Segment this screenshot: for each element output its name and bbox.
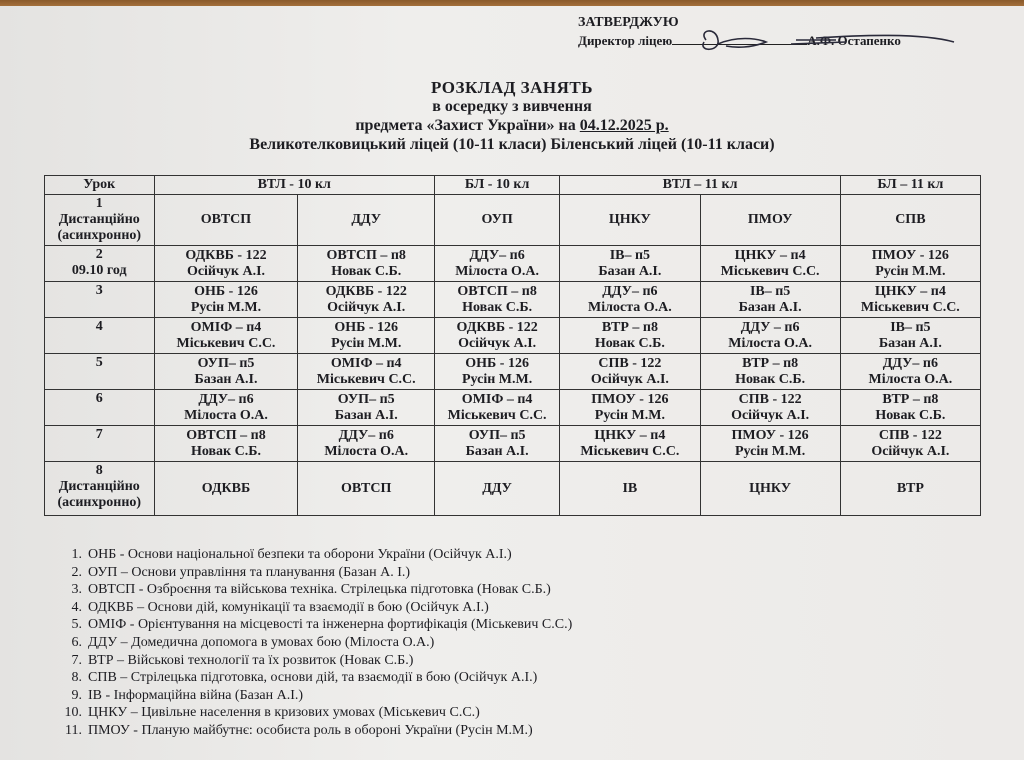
teacher-name: Осійчук А.І.: [186, 263, 266, 279]
schedule-cell: [434, 318, 559, 354]
subject-room: ВТР – п8: [742, 355, 799, 371]
schedule-cell: [298, 282, 435, 318]
teacher-name: Міськевич С.С.: [316, 371, 416, 387]
teacher-name: Базан А.І.: [598, 263, 662, 279]
schedule-cell: [298, 426, 435, 462]
legend-text: ПМОУ - Планую майбутнє: особиста роль в обороні України (Русін М.М.): [88, 722, 533, 738]
schedule-cell: [154, 282, 298, 318]
schedule-cell: [298, 390, 435, 426]
subject-room: ЦНКУ: [749, 480, 792, 496]
legend-item: [56, 634, 572, 652]
subject-room: ЦНКУ – п4: [734, 247, 806, 263]
subject-room: ІВ– п5: [609, 247, 651, 263]
teacher-name: Осійчук А.І.: [590, 371, 669, 387]
schedule-cell: [560, 246, 700, 282]
legend-number: 11.: [65, 722, 82, 738]
subject-room: ЦНКУ – п4: [874, 283, 946, 299]
header-vtl-11: ВТЛ – 11 кл: [560, 176, 840, 195]
subject-room: ОНБ - 126: [465, 355, 529, 371]
subject-room: ВТР – п8: [882, 391, 939, 407]
schedule-cell: [700, 318, 840, 354]
legend-item: [56, 546, 572, 564]
approval-block: [578, 14, 901, 50]
subject-room: ІВ: [622, 480, 638, 496]
subject-room: ІВ– п5: [890, 319, 931, 335]
subject-room: ДДУ– п6: [338, 427, 394, 443]
subject-room: ІВ– п5: [749, 283, 791, 299]
legend-number: 3.: [71, 582, 82, 598]
schedule-cell: [700, 390, 840, 426]
legend-number: 4.: [71, 599, 82, 615]
lesson-label: 3: [95, 283, 103, 298]
subject-room: ЦНКУ – п4: [594, 427, 666, 443]
schedule-cell: [298, 354, 435, 390]
subject-room: ОУП– п5: [197, 355, 255, 371]
subject-room: ДДУ– п6: [882, 355, 938, 371]
subject-room: СПВ: [895, 212, 926, 227]
teacher-name: Мілоста О.А.: [455, 263, 539, 279]
subject-room: ОВТСП: [200, 212, 252, 227]
teacher-name: Базан А.І.: [465, 443, 529, 459]
subject-room: ОМІФ – п4: [330, 355, 402, 371]
teacher-name: Міськевич С.С.: [447, 407, 547, 423]
schedule-cell: [560, 426, 700, 462]
lesson-label: 2: [95, 247, 103, 262]
schedule-cell: [840, 282, 980, 318]
lesson-cell: [45, 354, 155, 390]
table-row: [45, 354, 981, 390]
lesson-cell: [45, 426, 155, 462]
teacher-name: Новак С.Б.: [875, 407, 946, 423]
schedule-cell: [700, 282, 840, 318]
schedule-cell: [154, 462, 298, 516]
teacher-name: Базан А.І.: [878, 335, 942, 351]
subject-room: ВТР: [896, 480, 924, 496]
schedule-cell: [560, 195, 700, 246]
subject-room: ДДУ: [482, 480, 512, 496]
subject-room: ОУП– п5: [337, 391, 395, 407]
schedule-cell: [560, 318, 700, 354]
schedule-cell: [700, 246, 840, 282]
lesson-label: Дистанційно: [58, 212, 140, 227]
legend-text: ОДКВБ – Основи дій, комунікації та взаємодії в бою (Осійчук А.І.): [88, 599, 489, 615]
legend-number: 8.: [71, 670, 82, 686]
table-row: [45, 195, 981, 246]
subject-room: ПМОУ: [747, 212, 793, 227]
subject-room: ОДКВБ: [201, 480, 251, 496]
legend-text: ЦНКУ – Цивільне населення в кризових умовах (Міськевич С.С.): [88, 705, 480, 721]
title-main: РОЗКЛАД ЗАНЯТЬ: [430, 78, 594, 97]
subject-room: ОДКВБ - 122: [325, 283, 407, 299]
lesson-label: Дистанційно: [58, 479, 140, 494]
teacher-name: Мілоста О.А.: [728, 335, 812, 351]
teacher-name: Базан А.І.: [334, 407, 398, 423]
schedule-cell: [154, 246, 298, 282]
director-name: А.Ф. Остапенко: [807, 33, 901, 48]
schedule-cell: [434, 462, 559, 516]
approval-signature-line: [578, 32, 901, 50]
lesson-label: 4: [95, 319, 103, 334]
schedule-cell: [434, 282, 559, 318]
subject-room: ОДКВБ - 122: [456, 319, 538, 335]
subject-room: ОМІФ – п4: [461, 391, 533, 407]
legend-number: 2.: [71, 564, 82, 580]
schedule-cell: [154, 195, 298, 246]
subject-room: ДДУ– п6: [469, 247, 525, 263]
schedule-cell: [154, 318, 298, 354]
table-row: [45, 246, 981, 282]
legend-text: ІВ - Інформаційна війна (Базан А.І.): [88, 687, 304, 703]
subject-room: ОВТСП – п8: [186, 427, 266, 443]
schedule-cell: [560, 390, 700, 426]
subject-room: ОУП– п5: [468, 427, 526, 443]
director-position: Директор ліцею: [578, 33, 673, 48]
legend-item: [56, 704, 572, 722]
lesson-cell: [45, 318, 155, 354]
subject-room: ОНБ - 126: [334, 319, 399, 335]
document-title: [0, 78, 1024, 154]
lesson-cell: [45, 246, 155, 282]
subject-room: ЦНКУ: [608, 212, 651, 227]
schedule-cell: [700, 195, 840, 246]
lesson-cell: [45, 390, 155, 426]
subject-room: ОМІФ – п4: [190, 319, 262, 335]
teacher-name: Новак С.Б.: [594, 335, 665, 351]
legend-item: [56, 669, 572, 687]
schedule-cell: [840, 390, 980, 426]
schedule-cell: [700, 354, 840, 390]
teacher-name: Мілоста О.А.: [868, 371, 953, 387]
legend-item: [56, 652, 572, 670]
subject-room: ДДУ – п6: [740, 319, 800, 335]
subject-room: ОНБ - 126: [194, 283, 258, 299]
legend-item: [56, 564, 572, 582]
lesson-cell: [45, 462, 155, 516]
schedule-cell: [840, 195, 980, 246]
subject-room: ПМОУ - 126: [591, 391, 669, 407]
teacher-name: Мілоста О.А.: [324, 443, 409, 459]
legend-number: 1.: [71, 547, 82, 562]
subject-room: ОВТСП: [341, 480, 392, 496]
title-subject: [0, 116, 1024, 135]
teacher-name: Осійчук А.І.: [327, 299, 406, 315]
lesson-label: (асинхронно): [57, 228, 142, 243]
legend-text: ДДУ – Домедична допомога в умовах бою (Мілоста О.А.): [88, 634, 435, 650]
legend-text: ОНБ - Основи національної безпеки та оборони України (Осійчук А.І.): [88, 547, 512, 562]
lesson-label: 1: [95, 196, 103, 211]
lesson-label: 5: [95, 355, 103, 370]
subject-room: ОВТСП – п8: [326, 247, 406, 263]
approval-heading: ЗАТВЕРДЖУЮ: [578, 15, 679, 30]
subject-room: ПМОУ - 126: [871, 247, 949, 263]
teacher-name: Міськевич С.С.: [176, 335, 276, 351]
schedule-cell: [298, 246, 435, 282]
schedule-cell: [700, 462, 840, 516]
table-row: [45, 426, 981, 462]
schedule-cell: [700, 426, 840, 462]
schedule-cell: [560, 282, 700, 318]
signature-image: [696, 26, 956, 56]
table-header-row: [45, 176, 981, 195]
header-bl-10: БЛ - 10 кл: [434, 176, 559, 195]
teacher-name: Новак С.Б.: [735, 371, 806, 387]
subject-room: ДДУ– п6: [602, 283, 658, 299]
schedule-cell: [298, 318, 435, 354]
lesson-label: 7: [95, 427, 103, 442]
subject-room: ВТР – п8: [601, 319, 658, 335]
table-row: [45, 390, 981, 426]
schedule-table: [44, 175, 981, 516]
teacher-name: Новак С.Б.: [462, 299, 533, 315]
teacher-name: Новак С.Б.: [331, 263, 402, 279]
teacher-name: Міськевич С.С.: [860, 299, 960, 315]
legend-number: 6.: [71, 634, 82, 650]
lesson-label: 09.10 год: [71, 263, 127, 278]
table-row: [45, 282, 981, 318]
teacher-name: Мілоста О.А.: [588, 299, 672, 315]
schedule-cell: [154, 354, 298, 390]
lesson-label: (асинхронно): [57, 495, 142, 510]
teacher-name: Міськевич С.С.: [720, 263, 820, 279]
subject-room: ДДУ– п6: [198, 391, 254, 407]
teacher-name: Русін М.М.: [735, 443, 806, 459]
legend-text: СПВ – Стрілецька підготовка, основи дій, та взаємодії в бою (Осійчук А.І.): [88, 670, 538, 686]
schedule-cell: [434, 390, 559, 426]
title-schools: Великотелковицький ліцей (10-11 класи) Біленський ліцей (10-11 класи): [249, 136, 775, 153]
teacher-name: Осійчук А.І.: [871, 443, 950, 459]
legend-number: 5.: [71, 617, 82, 633]
legend-text: ВТР – Військові технології та їх розвиток (Новак С.Б.): [88, 652, 414, 668]
schedule-cell: [840, 318, 980, 354]
teacher-name: Русін М.М.: [190, 299, 262, 315]
schedule-cell: [560, 354, 700, 390]
legend-item: [56, 616, 572, 634]
legend-item: [56, 687, 572, 705]
schedule-cell: [560, 462, 700, 516]
legend-text: ОУП – Основи управління та планування (Базан А. І.): [88, 564, 411, 580]
schedule-cell: [840, 246, 980, 282]
table-row: [45, 462, 981, 516]
teacher-name: Новак С.Б.: [190, 443, 261, 459]
header-vtl-10: ВТЛ - 10 кл: [154, 176, 434, 195]
legend-item: [56, 722, 572, 740]
schedule-cell: [840, 462, 980, 516]
legend-number: 10.: [64, 705, 82, 721]
legend-text: ОВТСП - Озброєння та військова техніка. Стрілецька підготовка (Новак С.Б.): [88, 582, 551, 598]
schedule-cell: [840, 354, 980, 390]
teacher-name: Базан А.І.: [738, 299, 802, 315]
teacher-name: Осійчук А.І.: [731, 407, 810, 423]
schedule-cell: [298, 462, 435, 516]
teacher-name: Базан А.І.: [194, 371, 258, 387]
schedule-cell: [154, 390, 298, 426]
subject-room: ПМОУ - 126: [731, 427, 809, 443]
header-bl-11: БЛ – 11 кл: [840, 176, 980, 195]
table-row: [45, 318, 981, 354]
legend-item: [56, 599, 572, 617]
schedule-cell: [434, 426, 559, 462]
teacher-name: Міськевич С.С.: [580, 443, 680, 459]
teacher-name: Русін М.М.: [462, 371, 533, 387]
lesson-cell: [45, 282, 155, 318]
teacher-name: Осійчук А.І.: [458, 335, 537, 351]
teacher-name: Русін М.М.: [875, 263, 946, 279]
subject-room: ОВТСП – п8: [457, 283, 537, 299]
schedule-cell: [434, 246, 559, 282]
schedule-date: 04.12.2025 р.: [579, 117, 669, 134]
lesson-label: 6: [95, 391, 103, 406]
legend-number: 7.: [71, 652, 82, 668]
subject-room: СПВ - 122: [598, 355, 662, 371]
schedule-cell: [840, 426, 980, 462]
schedule-cell: [434, 195, 559, 246]
subject-room: ДДУ: [351, 212, 382, 227]
teacher-name: Русін М.М.: [331, 335, 402, 351]
lesson-cell: [45, 195, 155, 246]
schedule-cell: [434, 354, 559, 390]
teacher-name: Русін М.М.: [594, 407, 665, 423]
header-lesson: Урок: [45, 176, 155, 195]
abbreviation-legend: [56, 546, 572, 740]
legend-text: ОМІФ - Орієнтування на місцевості та інженерна фортифікація (Міськевич С.С.): [88, 617, 573, 633]
teacher-name: Мілоста О.А.: [184, 407, 268, 423]
legend-item: [56, 581, 572, 599]
legend-number: 9.: [71, 687, 82, 703]
subject-room: СПВ - 122: [738, 391, 802, 407]
schedule-cell: [154, 426, 298, 462]
subject-room: СПВ - 122: [878, 427, 942, 443]
title-subtitle: в осередку з вивчення: [432, 98, 592, 115]
schedule-cell: [298, 195, 435, 246]
title-subject-text: предмета «Захист України» на: [355, 117, 580, 134]
subject-room: ОДКВБ - 122: [185, 247, 267, 263]
subject-room: ОУП: [481, 212, 513, 227]
lesson-label: 8: [95, 463, 103, 478]
